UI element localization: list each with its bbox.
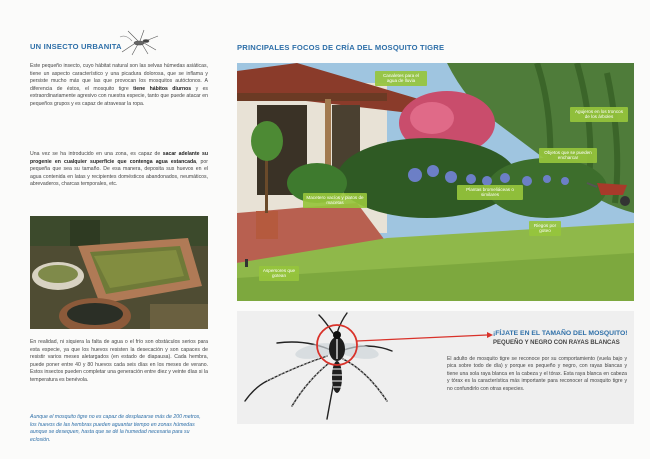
label-agujeros-troncos: Agujeros en los troncos de los árboles	[570, 107, 628, 122]
paragraph-resistance: En realidad, ni siquiera la falta de agua o el frío son obstáculos serios para esta especie, ya que los huevos resisten la desecación y son capaces de resistir varios meses aletargados (en estado de diapausa). Cada hembra, puede poner entre 40 y 80 huevos cada seis días en los meses de verano. Estos insectos pueden completar una generación entre diez y veinte días si la temperatura es benévola.	[30, 339, 208, 383]
tip-box	[237, 311, 634, 424]
label-aspersores: Aspersores que gotean	[259, 266, 299, 281]
stagnant-water-photo	[30, 216, 208, 329]
label-objetos-encharcar: Objetos que se pueden encharcar	[539, 148, 597, 163]
paragraph-intro: Este pequeño insecto, cuyo hábitat natural son las selvas húmedas asiáticas, tiene un aspecto característico y una picadura dolorosa, que se inflama y persiste mucho más que las que provocan los mosquitos autóctonos. A diferencia de éstos, el mosquito tigre tiene hábitos diurnos y es extraordinariamente agresivo con nuestra especie, tanto que puede atacar en pequeños grupos y es capaz de atravesar la ropa.	[30, 63, 208, 107]
label-riegos-goteo: Riegos por goteo	[529, 221, 561, 236]
right-heading: PRINCIPALES FOCOS DE CRÍA DEL MOSQUITO TIGRE	[237, 43, 445, 52]
quote-eggs: Aunque el mosquito tigre no es capaz de desplazarse más de 200 metros, los huevos de las hembras pueden aguantar tiempo en zonas húmedas aunque se desequen, hasta que se dé la humedad necesaria para su eclosión.	[30, 414, 201, 443]
mosquito-sketch-icon	[118, 28, 160, 56]
label-bromeliaceas: Plantas bromeliáceas o similares	[457, 185, 523, 200]
tip-subtitle: PEQUEÑO Y NEGRO CON RAYAS BLANCAS	[493, 340, 620, 346]
paragraph-breeding: Una vez se ha introducido en una zona, es capaz de sacar adelante su progenie en cualquier superficie que contenga agua estancada, por pequeña que sea su tamaño. De esa manera, deposita sus huevos en el agua contenida en latas y recipientes domésticos abandonados, neumáticos, abrevaderos, charcas temporales, etc.	[30, 151, 209, 188]
garden-photo	[237, 63, 634, 301]
tip-title: ¡FÍJATE EN EL TAMAÑO DEL MOSQUITO!	[493, 330, 628, 337]
left-heading: UN INSECTO URBANITA	[30, 42, 122, 51]
tip-body: El adulto de mosquito tigre se reconoce por su comportamiento (vuela bajo y pica sobre todo de día) y porque es pequeño y negro, con rayas blancas y tiene una sola raya blanca en la cabeza y el tórax. Esta raya blanca en cabeza y tórax es la característica más importante para reconocer al mosquito tigre y no confundirlo con otras especies.	[447, 356, 627, 392]
label-maceteros: Macetero vacíos y platos de macetas	[303, 193, 367, 208]
label-canaletes: Canaletes para el agua de lluvia	[375, 71, 427, 86]
